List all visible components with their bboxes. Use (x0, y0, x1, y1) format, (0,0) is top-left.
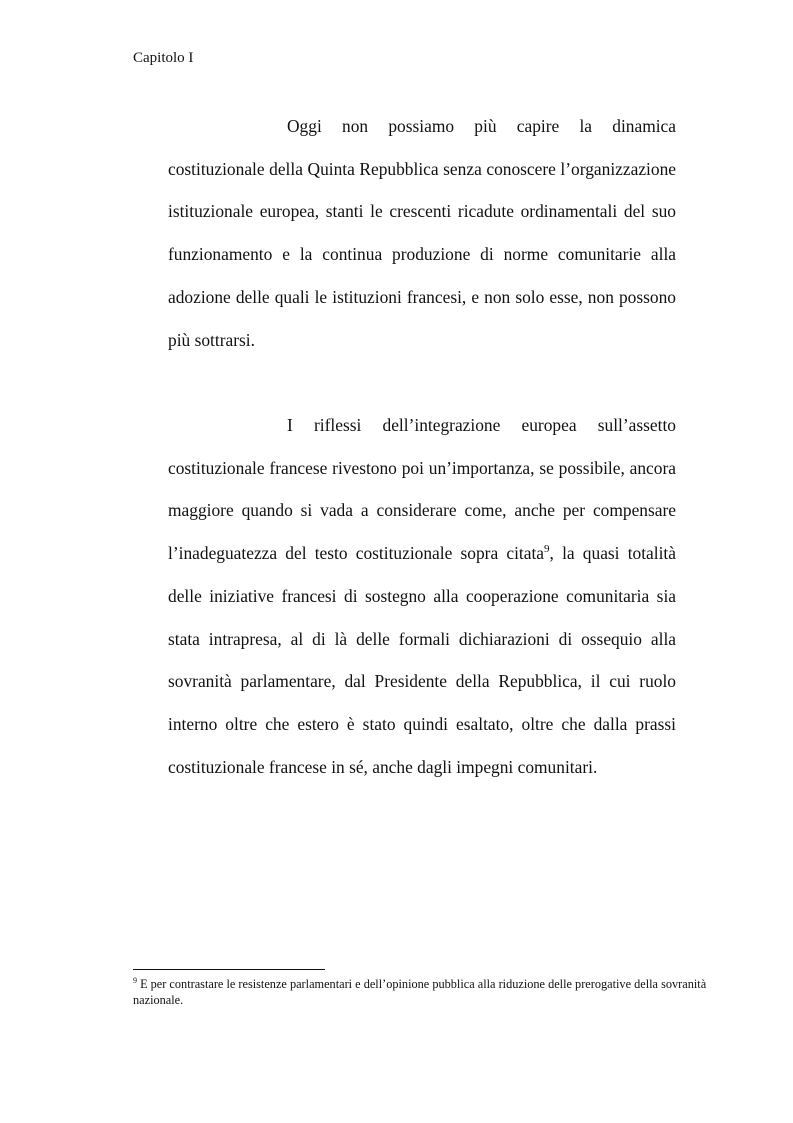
paragraph-text: , la quasi totalità delle iniziative francesi di sostegno alla cooperazione comunitaria sia stata intrapresa, al di là delle formali dichiarazioni di ossequio alla sovranità parlamentare, dal Presidente della Repubblica, il cui ruolo interno oltre che estero è stato quindi esaltato, oltre che dalla prassi costituzionale francese in sé, anche dagli impegni comunitari. (168, 543, 676, 777)
footnote-text: E per contrastare le resistenze parlamentari e dell’opinione pubblica alla riduzione delle prerogative della sovranità nazionale. (133, 977, 707, 1007)
footnote-number: 9 (133, 975, 137, 985)
body-paragraph: Oggi non possiamo più capire la dinamica costituzionale della Quinta Repubblica senza conoscere l’organizzazione istituzionale europea, stanti le crescenti ricadute ordinamentali del suo funzionamento e la continua produzione di norme comunitarie alla adozione delle quali le istituzioni francesi, e non solo esse, non possono più sottrarsi. (168, 116, 676, 350)
body-paragraph (168, 404, 676, 788)
running-head: Capitolo I (133, 50, 194, 66)
footnote (133, 977, 708, 1008)
footnote-reference: 9 (544, 543, 550, 556)
footnote-separator (133, 969, 325, 970)
paragraph-text: I riflessi dell’integrazione europea sull’assetto costituzionale francese rivestono poi un’importanza, se possibile, ancora maggiore quando si vada a considerare come, anche per compensare l’inadeguatezza del testo costituzionale sopra citata (168, 415, 676, 564)
